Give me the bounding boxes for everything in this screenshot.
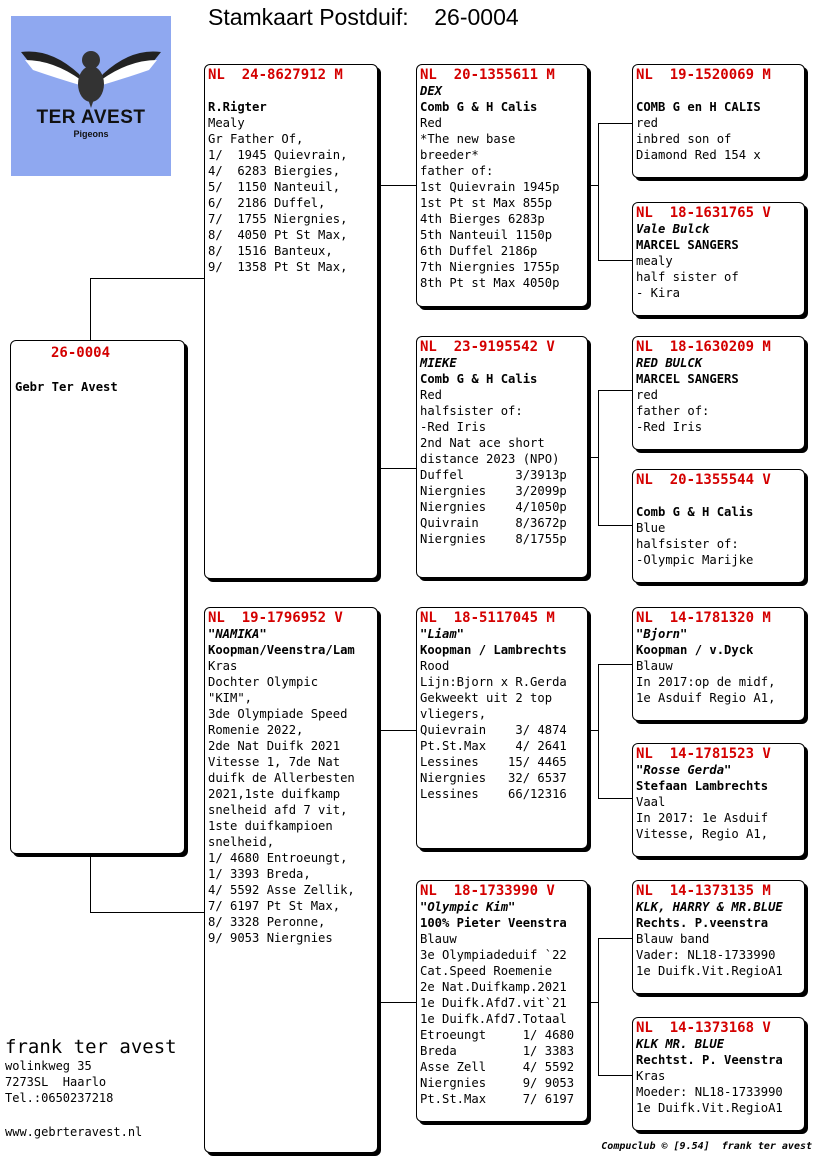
pedigree-line: inbred son of bbox=[636, 132, 732, 146]
connector bbox=[90, 278, 204, 279]
connector bbox=[90, 912, 204, 913]
pedigree-line: father of: bbox=[420, 164, 494, 178]
pedigree-line: Niergnies 9/ 9053 bbox=[420, 1076, 575, 1090]
ring-number: NL 20-1355544 V bbox=[636, 472, 771, 488]
pedigree-line: 1e Duifk.Vit.RegioA1 bbox=[636, 964, 783, 978]
breeder-name: R.Rigter bbox=[208, 100, 267, 114]
connector bbox=[598, 938, 632, 939]
pedigree-line: Quievrain 3/ 4874 bbox=[420, 723, 567, 737]
subject-ring: 26-0004 bbox=[51, 345, 111, 361]
breeder-name: Stefaan Lambrechts bbox=[636, 779, 769, 793]
breeder-name: MARCEL SANGERS bbox=[636, 372, 739, 386]
pedigree-line: 8/ 1516 Banteux, bbox=[208, 244, 333, 258]
ring-number: NL 24-8627912 M bbox=[208, 67, 343, 83]
pedigree-line: halfsister of: bbox=[420, 404, 523, 418]
pigeon-card-mother-father[interactable] bbox=[416, 607, 588, 849]
pedigree-line: 1st Pt st Max 855p bbox=[420, 196, 553, 210]
pedigree-line: 3de Olympiade Speed bbox=[208, 707, 348, 721]
connector bbox=[598, 123, 599, 260]
pedigree-line: 1st Quievrain 1945p bbox=[420, 180, 560, 194]
pedigree-line: Kras bbox=[208, 659, 238, 673]
pedigree-line: Niergnies 4/1050p bbox=[420, 500, 567, 514]
breeder-name: COMB G en H CALIS bbox=[636, 100, 761, 114]
pigeon-card-father-father[interactable] bbox=[416, 64, 588, 307]
pedigree-line: 1ste duifkampioen bbox=[208, 819, 333, 833]
pedigree-line: 4/ 5592 Asse Zellik, bbox=[208, 883, 355, 897]
pedigree-line: Vitesse 1, 7de Nat bbox=[208, 755, 341, 769]
pedigree-line: 1e Duifk.Afd7.Totaal bbox=[420, 1012, 567, 1026]
pedigree-line: Diamond Red 154 x bbox=[636, 148, 761, 162]
connector bbox=[598, 525, 632, 526]
pedigree-line: Lessines 15/ 4465 bbox=[420, 755, 567, 769]
pedigree-line: 6/ 2186 Duffel, bbox=[208, 196, 326, 210]
pedigree-line: In 2017: 1e Asduif bbox=[636, 811, 769, 825]
pigeon-name: RED BULCK bbox=[636, 356, 703, 370]
ring-number: NL 23-9195542 V bbox=[420, 339, 555, 355]
pedigree-line: 5/ 1150 Nanteuil, bbox=[208, 180, 341, 194]
breeder-name: Rechts. P.veenstra bbox=[636, 916, 769, 930]
connector bbox=[598, 260, 632, 261]
pedigree-line: Lessines 66/12316 bbox=[420, 787, 567, 801]
ring-number: NL 14-1781523 V bbox=[636, 746, 771, 762]
connector bbox=[598, 1075, 632, 1076]
pedigree-line: 8th Pt st Max 4050p bbox=[420, 276, 560, 290]
pedigree-line: Romenie 2022, bbox=[208, 723, 304, 737]
pedigree-line: Blauw bbox=[636, 659, 673, 673]
ring-number: NL 18-1733990 V bbox=[420, 883, 555, 899]
connector bbox=[598, 664, 599, 798]
owner-info bbox=[5, 1036, 177, 1106]
pedigree-line: 1/ 3393 Breda, bbox=[208, 867, 311, 881]
pedigree-line: 8/ 3328 Peronne, bbox=[208, 915, 326, 929]
title-ring: 26-0004 bbox=[434, 4, 519, 30]
pigeon-card-fff[interactable] bbox=[632, 64, 805, 178]
pedigree-line: 1e Duifk.Vit.RegioA1 bbox=[636, 1101, 783, 1115]
connector bbox=[598, 798, 632, 799]
pedigree-line: In 2017:op de midf, bbox=[636, 675, 776, 689]
pedigree-line: 6th Duffel 2186p bbox=[420, 244, 538, 258]
ring-number: NL 14-1781320 M bbox=[636, 610, 771, 626]
pigeon-name: KLK MR. BLUE bbox=[636, 1037, 725, 1051]
pigeon-card-mother[interactable] bbox=[204, 607, 378, 1153]
pedigree-line: mealy bbox=[636, 254, 673, 268]
pedigree-line: 9/ 9053 Niergnies bbox=[208, 931, 333, 945]
pigeon-card-ffm[interactable] bbox=[632, 202, 805, 316]
pedigree-line: 1e Duifk.Afd7.vit`21 bbox=[420, 996, 567, 1010]
breeder-name: Comb G & H Calis bbox=[420, 372, 538, 386]
pedigree-line: duifk de Allerbesten bbox=[208, 771, 355, 785]
pedigree-line: Cat.Speed Roemenie bbox=[420, 964, 553, 978]
ring-number: NL 14-1373135 M bbox=[636, 883, 771, 899]
pedigree-line: 7th Niergnies 1755p bbox=[420, 260, 560, 274]
pedigree-line: Vitesse, Regio A1, bbox=[636, 827, 769, 841]
pigeon-name: KLK, HARRY & MR.BLUE bbox=[636, 900, 783, 914]
pedigree-line: Blauw band bbox=[636, 932, 710, 946]
ring-number: NL 18-1630209 M bbox=[636, 339, 771, 355]
pedigree-line: 7/ 1755 Niergnies, bbox=[208, 212, 348, 226]
connector bbox=[588, 1002, 599, 1003]
pedigree-line: Rood bbox=[420, 659, 450, 673]
pedigree-line: Niergnies 32/ 6537 bbox=[420, 771, 567, 785]
breeder-name: 100% Pieter Veenstra bbox=[420, 916, 567, 930]
pigeon-name: "Olympic Kim" bbox=[420, 900, 516, 914]
pigeon-name: "Liam" bbox=[420, 627, 465, 641]
pedigree-line: Kras bbox=[636, 1069, 666, 1083]
pigeon-card-fmm[interactable] bbox=[632, 469, 805, 583]
ring-number: NL 19-1520069 M bbox=[636, 67, 771, 83]
connector bbox=[90, 278, 91, 340]
pigeon-name bbox=[636, 83, 801, 99]
breeder-name: Koopman / Lambrechts bbox=[420, 643, 567, 657]
pedigree-line: 9/ 1358 Pt St Max, bbox=[208, 260, 348, 274]
pedigree-line: 5th Nanteuil 1150p bbox=[420, 228, 553, 242]
subject-card[interactable] bbox=[10, 340, 185, 854]
pedigree-line: 7/ 6197 Pt St Max, bbox=[208, 899, 341, 913]
pedigree-line: 2nd Nat ace short bbox=[420, 436, 545, 450]
pedigree-line: Pt.St.Max 7/ 6197 bbox=[420, 1092, 575, 1106]
pedigree-line: Asse Zell 4/ 5592 bbox=[420, 1060, 575, 1074]
pigeon-name bbox=[208, 83, 374, 99]
pigeon-logo-icon bbox=[11, 16, 171, 111]
ring-number: NL 18-5117045 M bbox=[420, 610, 555, 626]
connector bbox=[378, 1002, 416, 1003]
connector bbox=[378, 185, 416, 186]
pedigree-line: snelheid, bbox=[208, 835, 275, 849]
pedigree-line: distance 2023 (NPO) bbox=[420, 452, 560, 466]
ring-number: NL 14-1373168 V bbox=[636, 1020, 771, 1036]
logo-name: TER AVEST bbox=[36, 107, 146, 128]
breeder-name: Koopman / v.Dyck bbox=[636, 643, 754, 657]
pedigree-line: 8/ 4050 Pt St Max, bbox=[208, 228, 348, 242]
pedigree-line: 4/ 6283 Biergies, bbox=[208, 164, 341, 178]
pigeon-name: Vale Bulck bbox=[636, 222, 710, 236]
breeder-name: Comb G & H Calis bbox=[636, 505, 754, 519]
pedigree-line: Niergnies 3/2099p bbox=[420, 484, 567, 498]
pedigree-line: -Olympic Marijke bbox=[636, 553, 754, 567]
page-title: Stamkaart Postduif: 26-0004 bbox=[208, 4, 519, 30]
pedigree-line: Gr Father Of, bbox=[208, 132, 304, 146]
pigeon-name: "NAMIKA" bbox=[208, 627, 267, 641]
pigeon-card-father[interactable] bbox=[204, 64, 378, 579]
pedigree-line: red bbox=[636, 116, 659, 130]
pedigree-line: Blauw bbox=[420, 932, 457, 946]
pedigree-line: 2021,1ste duifkamp bbox=[208, 787, 341, 801]
owner-phone: Tel.:0650237218 bbox=[5, 1091, 114, 1105]
pedigree-line: -Red Iris bbox=[420, 420, 487, 434]
logo-sub: Pigeons bbox=[73, 129, 109, 139]
logo bbox=[11, 16, 171, 176]
pigeon-card-mother-mother[interactable] bbox=[416, 880, 588, 1122]
pedigree-line: Niergnies 8/1755p bbox=[420, 532, 567, 546]
breeder-name: Comb G & H Calis bbox=[420, 100, 538, 114]
connector bbox=[378, 730, 416, 731]
pedigree-line: red bbox=[636, 388, 659, 402]
pedigree-line: "KIM", bbox=[208, 691, 253, 705]
pigeon-card-mmf[interactable] bbox=[632, 880, 805, 994]
ring-number: NL 20-1355611 M bbox=[420, 67, 555, 83]
owner-street: wolinkweg 35 bbox=[5, 1059, 92, 1073]
pedigree-line: 1e Asduif Regio A1, bbox=[636, 691, 776, 705]
pedigree-line: Quivrain 8/3672p bbox=[420, 516, 567, 530]
breeder-name: Koopman/Veenstra/Lam bbox=[208, 643, 355, 657]
pedigree-line: breeder* bbox=[420, 148, 479, 162]
pedigree-line: Duffel 3/3913p bbox=[420, 468, 567, 482]
pedigree-line: halfsister of: bbox=[636, 537, 739, 551]
website-link[interactable]: www.gebrteravest.nl bbox=[5, 1125, 143, 1139]
pigeon-card-mmm[interactable] bbox=[632, 1017, 805, 1131]
pedigree-line: Red bbox=[420, 116, 443, 130]
pedigree-line: 2de Nat Duifk 2021 bbox=[208, 739, 341, 753]
pigeon-name: "Rosse Gerda" bbox=[636, 763, 732, 777]
pedigree-line: half sister of bbox=[636, 270, 739, 284]
ring-number: NL 18-1631765 V bbox=[636, 205, 771, 221]
pedigree-line: Lijn:Bjorn x R.Gerda bbox=[420, 675, 567, 689]
subject-owner: Gebr Ter Avest bbox=[15, 380, 118, 394]
pedigree-line: Mealy bbox=[208, 116, 245, 130]
connector bbox=[598, 938, 599, 1075]
pedigree-line: snelheid afd 7 vit, bbox=[208, 803, 348, 817]
pedigree-line: Red bbox=[420, 388, 443, 402]
pigeon-name: DEX bbox=[420, 84, 443, 98]
connector bbox=[598, 390, 632, 391]
connector bbox=[588, 185, 599, 186]
connector bbox=[588, 457, 599, 458]
pedigree-line: 4th Bierges 6283p bbox=[420, 212, 545, 226]
pedigree-line: *The new base bbox=[420, 132, 516, 146]
pedigree-line: Blue bbox=[636, 521, 666, 535]
connector bbox=[598, 664, 632, 665]
pedigree-line: Moeder: NL18-1733990 bbox=[636, 1085, 783, 1099]
connector bbox=[378, 468, 416, 469]
pedigree-line: Breda 1/ 3383 bbox=[420, 1044, 575, 1058]
pedigree-line: 1/ 4680 Entroeungt, bbox=[208, 851, 348, 865]
ring-number: NL 19-1796952 V bbox=[208, 610, 343, 626]
pigeon-card-mfm[interactable] bbox=[632, 743, 805, 857]
connector bbox=[90, 857, 91, 912]
pedigree-line: - Kira bbox=[636, 286, 681, 300]
pedigree-line: -Red Iris bbox=[636, 420, 703, 434]
pedigree-line: Vader: NL18-1733990 bbox=[636, 948, 776, 962]
owner-name: frank ter avest bbox=[5, 1036, 177, 1058]
pedigree-line: Dochter Olympic bbox=[208, 675, 319, 689]
pedigree-line: 1/ 1945 Quievrain, bbox=[208, 148, 348, 162]
pigeon-card-fmf[interactable] bbox=[632, 336, 805, 450]
connector bbox=[598, 123, 632, 124]
pedigree-line: 3e Olympiadeduif `22 bbox=[420, 948, 567, 962]
pigeon-card-mff[interactable] bbox=[632, 607, 805, 721]
pedigree-line: 2e Nat.Duifkamp.2021 bbox=[420, 980, 567, 994]
pedigree-line: Pt.St.Max 4/ 2641 bbox=[420, 739, 567, 753]
owner-city: 7273SL Haarlo bbox=[5, 1075, 107, 1089]
footer-credit: Compuclub © [9.54] frank ter avest bbox=[601, 1141, 812, 1152]
breeder-name: MARCEL SANGERS bbox=[636, 238, 739, 252]
connector bbox=[588, 730, 599, 731]
pedigree-line: vliegers, bbox=[420, 707, 487, 721]
pedigree-line: father of: bbox=[636, 404, 710, 418]
pedigree-line: Vaal bbox=[636, 795, 666, 809]
pigeon-card-father-mother[interactable] bbox=[416, 336, 588, 578]
pigeon-name: "Bjorn" bbox=[636, 627, 688, 641]
pigeon-name: MIEKE bbox=[420, 356, 457, 370]
pedigree-line: Etroeungt 1/ 4680 bbox=[420, 1028, 575, 1042]
pedigree-line: Gekweekt uit 2 top bbox=[420, 691, 553, 705]
breeder-name: Rechtst. P. Veenstra bbox=[636, 1053, 783, 1067]
pigeon-name bbox=[636, 488, 801, 504]
